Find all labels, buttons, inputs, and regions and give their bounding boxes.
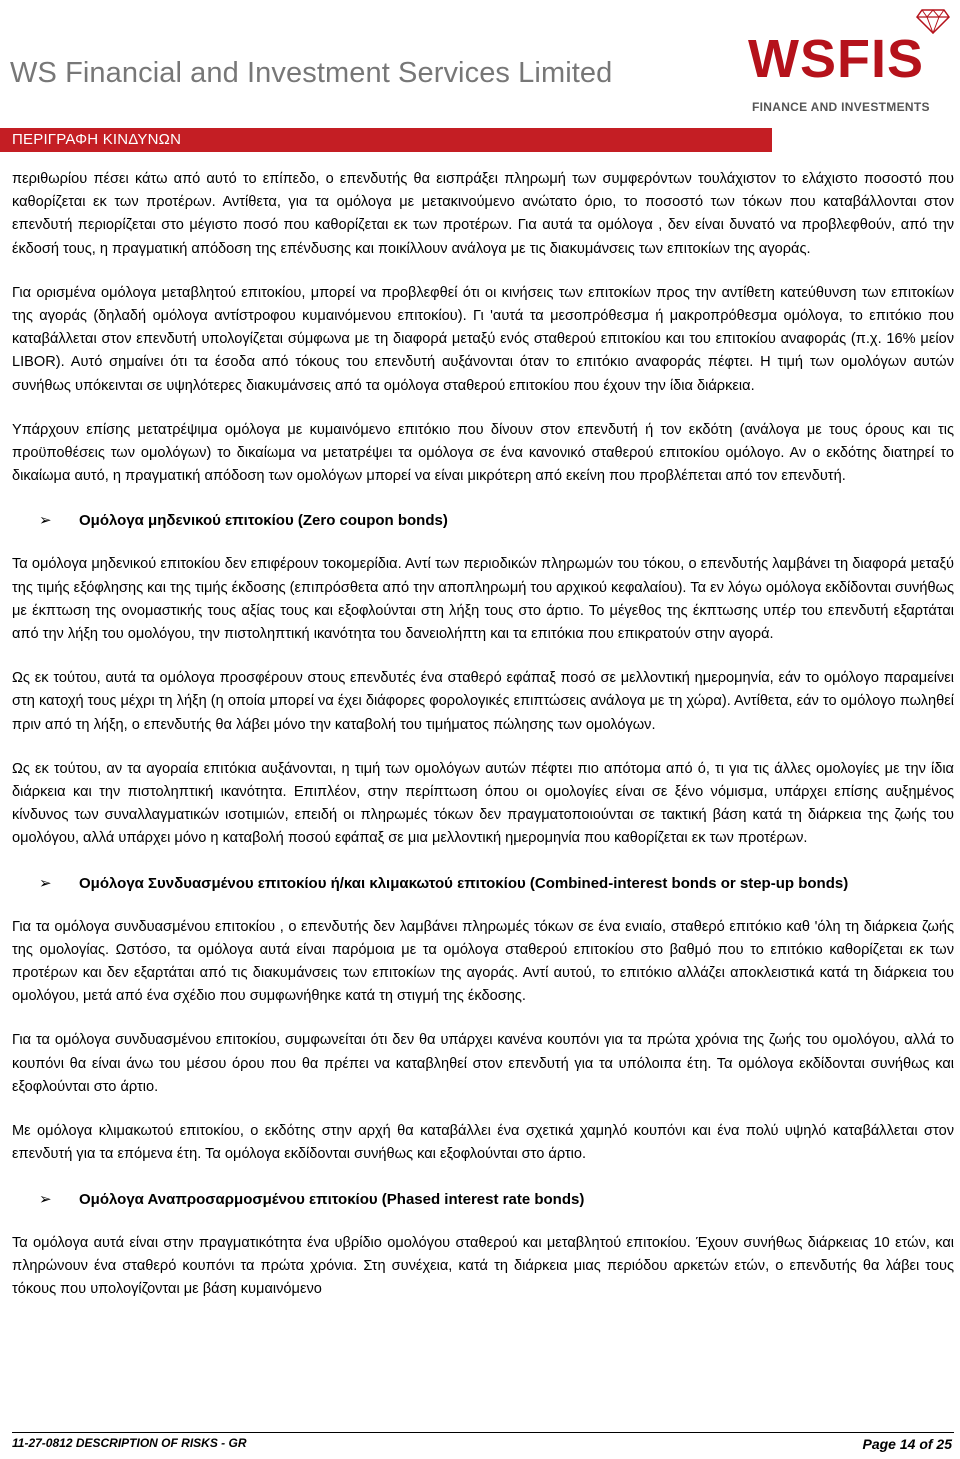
wsfis-logo: [748, 8, 954, 120]
logo-text: WSFIS: [748, 29, 924, 89]
section-heading: [12, 872, 954, 895]
paragraph: Τα ομόλογα αυτά είναι στην πραγματικότητα ένα υβρίδιο ομολόγου σταθερού και μεταβλητού επιτοκίου. Έχουν συνήθως διάρκειας 10 ετών, και πληρώνουν ένα σταθερό κουπόνι τα πρώτα χρόνια. Στη συνέχεια, κατά τη διάρκεια μιας περιόδου αρκετών ετών, ο επενδυτής θα λάβει τους τόκους που υπολογίζονται με βάση κυμαινόμενο: [12, 1234, 954, 1297]
section-heading: [12, 509, 954, 532]
heading-text: Ομόλογα Συνδυασμένου επιτοκίου ή/και κλιμακωτού επιτοκίου (Combined-interest bonds or step-up bonds): [79, 874, 849, 892]
paragraph: Για ορισμένα ομόλογα μεταβλητού επιτοκίου, μπορεί να προβλεφθεί ότι οι κινήσεις των επιτοκίων προς την αντίθετη κατεύθυνση των επιτοκίων της αγοράς (δηλαδή ομόλογα αντίστροφου κυμαινόμενου επιτοκίου). Γι 'αυτά τα μεσοπρόθεσμα ή μακροπρόθεσμα ομόλογα, το επιτόκιο που καταβάλλεται στον επενδυτή υπολογίζεται σύμφωνα με τη διαφορά μεταξύ ενός σταθερού επιτοκίου και του επιτοκίου αναφοράς (π.χ. 16% μείον LIBOR). Αυτό σημαίνει ότι τα έσοδα από τόκους του επενδυτή αυξάνονται όταν το επιτόκιο αναφοράς πέφτει. Η τιμή των ομολόγων αυτών συνήθως υπόκεινται σε υψηλότερες διακυμάνσεις από τα ομόλογα σταθερού επιτοκίου που έχουν την ίδια διάρκεια.: [12, 284, 954, 394]
paragraph: Ως εκ τούτου, αυτά τα ομόλογα προσφέρουν στους επενδυτές ένα σταθερό εφάπαξ ποσό σε μελλοντική ημερομηνία, εάν το ομόλογο παραμείνει στη κατοχή τους μέχρι τη λήξη (η οποία μπορεί να έχει διάφορες φορολογικές επιπτώσεις ανάλογα με τη χώρα). Αντίθετα, εάν το ομόλογο πωληθεί πριν από τη λήξη, ο επενδυτής θα λάβει μόνο την καταβολή του τιμήματος πώλησης των ομολόγων.: [12, 670, 954, 733]
section-heading: [12, 1188, 954, 1211]
paragraph: Με ομόλογα κλιμακωτού επιτοκίου, ο εκδότης στην αρχή θα καταβάλλει ένα σχετικά χαμηλό κουπόνι και ένα πολύ υψηλό καταβάλλεται στον επενδυτή για τα επόμενα έτη. Τα ομόλογα εκδίδονται συνήθως και εξοφλούνται στο άρτιο.: [12, 1123, 954, 1163]
footer-page-number: Page 14 of 25: [862, 1436, 952, 1452]
section-title: ΠΕΡΙΓΡΑΦΗ ΚΙΝΔΥΝΩΝ: [12, 131, 182, 148]
section-title-bar: [0, 128, 772, 152]
paragraph: Τα ομόλογα μηδενικού επιτοκίου δεν επιφέρουν τοκομερίδια. Αντί των περιοδικών πληρωμών του τόκου, ο επενδυτής λαμβάνει τη διαφορά μεταξύ της τιμής εξόφλησης και της τιμής έκδοσης (επιπρόσθετα από την αποπληρωμή του αρχικού κεφαλαίου). Τα εν λόγω ομόλογα εκδίδονται συνήθως με έκπτωση της ονομαστικής τους αξίας τους και εξοφλούνται στη λήξη τους στο άρτιο. Το μέγεθος της έκπτωσης υπέρ του επενδυτή εξαρτάται από την λήξη του ομολόγου, την πιστοληπτική ικανότητα του δανειολήπτη και τα επιτόκια που επικρατούν στην αγορά.: [12, 556, 954, 643]
logo-subtitle: FINANCE AND INVESTMENTS: [752, 100, 930, 114]
arrow-bullet-icon: ➢: [39, 1190, 52, 1208]
company-name: WS Financial and Investment Services Limited: [10, 57, 613, 89]
footer-doc-ref: 11-27-0812 DESCRIPTION OF RISKS - GR: [12, 1436, 247, 1450]
arrow-bullet-icon: ➢: [39, 874, 52, 892]
document-body: [12, 168, 954, 1301]
paragraph: Ως εκ τούτου, αν τα αγοραία επιτόκια αυξάνονται, η τιμή των ομολόγων αυτών πέφτει πιο απότομα από ό, τι για τις άλλες ομολογίες με την ίδια διάρκεια και την πιστοληπτική ικανότητα. Επιπλέον, στην περίπτωση όπου οι ομολογίες είναι σε ξένο νόμισμα, υπάρχει επίσης αυξημένος κίνδυνος των συναλλαγματικών ισοτιμιών, επειδή οι πληρωμές τόκων δεν πραγματοποιούνται σε τακτική βάση κατά τη διάρκεια της ζωής του ομολόγου, αλλά υπάρχει μόνο η καταβολή ποσού εφάπαξ σε μια μελλοντική ημερομηνία που καθορίζεται εκ των προτέρων.: [12, 760, 954, 847]
paragraph: Υπάρχουν επίσης μετατρέψιμα ομόλογα με κυμαινόμενο επιτόκιο που δίνουν στον επενδυτή ή τον εκδότη (ανάλογα με τους όρους και τις προϋποθέσεις των ομολόγων) το δικαίωμα να μετατρέψει τα ομόλογα σε ένα κανονικό σταθερού επιτοκίου ομόλογο. Αν ο εκδότης διατηρεί το δικαίωμα αυτό, η πραγματική απόδοση των ομολόγων μπορεί να είναι μικρότερη από εκείνη που προβλέπεται από τον επενδυτή.: [12, 421, 954, 485]
footer-divider: [12, 1432, 954, 1433]
paragraph: Για τα ομόλογα συνδυασμένου επιτοκίου, συμφωνείται ότι δεν θα υπάρχει κανένα κουπόνι για τα πρώτα χρόνια της ζωής του ομολόγου, αλλά το κουπόνι θα είναι άνω του μέσου όρου που θα πρέπει να καταβληθεί στον επενδυτή για τα υπόλοιπα έτη. Τα ομόλογα εκδίδονται συνήθως και εξοφλούνται στο άρτιο.: [12, 1032, 954, 1095]
heading-text: Ομόλογα μηδενικού επιτοκίου (Zero coupon bonds): [79, 512, 448, 530]
arrow-bullet-icon: ➢: [39, 512, 52, 530]
paragraph: περιθωρίου πέσει κάτω από αυτό το επίπεδο, ο επενδυτής θα εισπράξει πληρωμή των συμφερόντων τουλάχιστον το ελάχιστο ποσοστό που καθορίζεται εκ των προτέρων. Αντίθετα, για τα ομόλογα με μετακινούμενο ανώτατο όριο, το ποσοστό των τόκων που καταβάλλονται στον επενδυτή περιορίζεται στο μέγιστο ποσό που καθορίζεται εκ των προτέρων. Για αυτά τα ομόλογα , δεν είναι δυνατό να προβλεφθούν, από την έκδοσή τους, η πραγματική απόδοση της επένδυσης και ποικίλλουν ανάλογα με τις διακυμάνσεις των επιτοκίων της αγοράς.: [12, 171, 954, 257]
heading-text: Ομόλογα Αναπροσαρμοσμένου επιτοκίου (Phased interest rate bonds): [79, 1190, 585, 1208]
paragraph: Για τα ομόλογα συνδυασμένου επιτοκίου , ο επενδυτής δεν λαμβάνει πληρωμές τόκων σε ένα ενιαίο, σταθερό επιτόκιο καθ 'όλη τη διάρκεια ζωής της ομολογίας. Ωστόσο, τα ομόλογα αυτά είναι παρόμοια με τα ομόλογα σταθερού επιτοκίου στο βαθμό που το επιτόκιο καθορίζεται εκ των προτέρων και δεν εξαρτάται από τις διακυμάνσεις των επιτοκίων της αγοράς. Αντί αυτού, το επιτόκιο αλλάζει αποκλειστικά κατά τη διάρκεια του ομολόγου, μετά από ένα σχέδιο που συμφωνήθηκε κατά τη στιγμή της έκδοσης.: [12, 918, 954, 1005]
